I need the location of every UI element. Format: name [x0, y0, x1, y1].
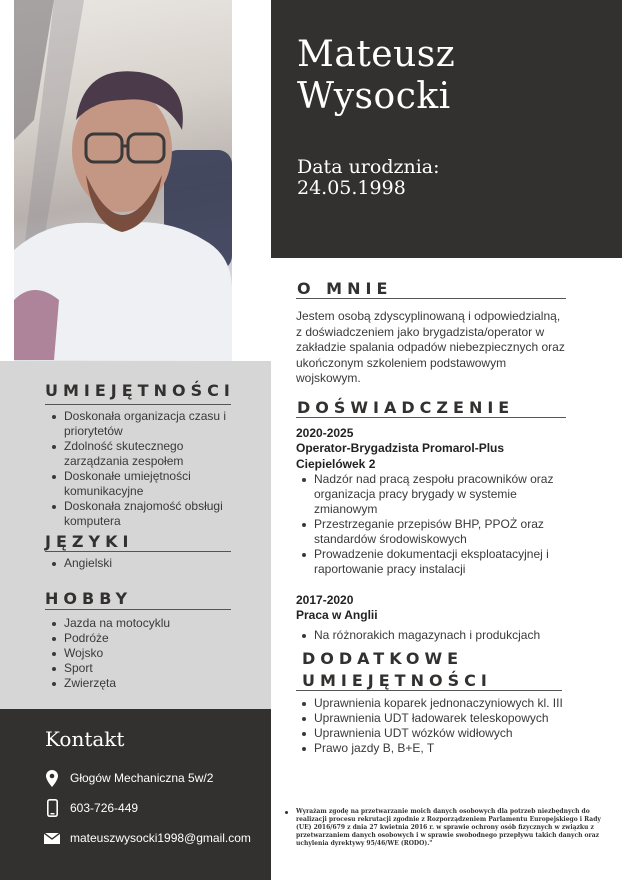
contact-panel — [0, 709, 271, 880]
hobby-heading: HOBBY — [45, 589, 133, 608]
skills-heading: UMIEJĘTNOŚCI — [45, 381, 235, 400]
skill-item: Doskonała organizacja czasu i priorytetów — [48, 409, 240, 439]
consent-bullet — [285, 811, 288, 814]
about-divider — [296, 298, 566, 299]
full-name — [297, 34, 455, 118]
additional-list — [298, 696, 598, 756]
experience-divider — [296, 417, 566, 418]
languages-heading: JĘZYKI — [45, 532, 134, 551]
contact-email-row — [44, 829, 251, 847]
contact-phone-row — [44, 799, 138, 817]
header-panel — [271, 0, 622, 258]
contact-address-row — [44, 769, 213, 787]
additional-heading-line1: DODATKOWE — [302, 649, 464, 668]
birth-date-label: Data urodznia: — [297, 156, 440, 178]
additional-heading-line2: UMIEJĘTNOŚCI — [302, 671, 492, 690]
contact-email[interactable]: mateuszwysocki1998@gmail.com — [70, 831, 251, 845]
hobby-item: Sport — [48, 661, 240, 676]
job-task: Nadzór nad pracą zespołu pracowników oraz organizacja pracy brygady w systemie zmianowym — [298, 472, 568, 517]
hobby-item: Zwierzęta — [48, 676, 240, 691]
additional-item: Uprawnienia UDT ładowarek teleskopowych — [298, 711, 598, 726]
additional-item: Uprawnienia koparek jednonaczyniowych kl. III — [298, 696, 598, 711]
hobby-item: Podróże — [48, 631, 240, 646]
about-text: Jestem osobą zdyscyplinowaną i odpowiedzialną, z doświadczeniem jako brygadzista/operator w zakładzie spalania odpadów niebezpiecznych oraz ukończonym szkoleniem podstawowym wojskowym. — [296, 309, 565, 385]
gdpr-consent: Wyrażam zgodę na przetwarzanie moich danych osobowych dla potrzeb niezbędnych do realizacji procesu rekrutacji zgodnie z Rozporządzeniem Parlamentu Europejskiego i Rady (UE) 2016/679 z dnia 27 kwietnia 2016 r. w sprawie ochrony osób fizycznych w związku z przetwarzaniem danych osobowych i w sprawie swobodnego przepływu takich danych oraz uchylenia dyrektywy 95/46/WE (RODO)." — [296, 808, 601, 847]
contact-heading: Kontakt — [45, 727, 125, 751]
hobby-list — [48, 616, 240, 691]
profile-photo — [14, 0, 232, 361]
hobby-item: Wojsko — [48, 646, 240, 661]
experience-heading: DOŚWIADCZENIE — [297, 398, 515, 417]
job-tasks — [298, 472, 568, 577]
phone-icon — [44, 799, 60, 817]
location-pin-icon — [44, 769, 60, 787]
profile-photo-illustration — [14, 0, 232, 361]
contact-phone[interactable]: 603-726-449 — [70, 801, 139, 815]
hobby-item: Jazda na motocyklu — [48, 616, 240, 631]
language-item: Angielski — [48, 556, 240, 571]
skill-item: Doskonałe umiejętności komunikacyjne — [48, 469, 240, 499]
job-period: 2017-2020 — [296, 593, 354, 607]
job-task: Na różnorakich magazynach i produkcjach — [298, 628, 568, 643]
about-heading: O MNIE — [297, 279, 393, 298]
job-task: Przestrzeganie przepisów BHP, PPOŻ oraz standardów środowiskowych — [298, 517, 568, 547]
last-name: Wysocki — [297, 76, 451, 117]
additional-item: Uprawnienia UDT wózków widłowych — [298, 726, 598, 741]
job-task: Prowadzenie dokumentacji eksploatacyjnej i raportowanie pracy instalacji — [298, 547, 568, 577]
job-period: 2020-2025 — [296, 426, 354, 440]
first-name: Mateusz — [297, 34, 456, 75]
skill-item: Doskonała znajomość obsługi komputera — [48, 499, 240, 529]
birth-date-value: 24.05.1998 — [297, 177, 406, 199]
skills-divider — [45, 404, 231, 405]
job-role: Praca w Anglii — [296, 608, 378, 622]
languages-divider — [45, 551, 231, 552]
job-tasks — [298, 628, 568, 643]
languages-list — [48, 556, 240, 571]
skills-list — [48, 409, 240, 529]
hobby-divider — [45, 609, 231, 610]
skill-item: Zdolność skutecznego zarządzania zespołem — [48, 439, 240, 469]
additional-item: Prawo jazdy B, B+E, T — [298, 741, 598, 756]
job-role: Operator-Brygadzista Promarol-Plus Ciepielówek 2 — [296, 441, 505, 471]
contact-address: Głogów Mechaniczna 5w/2 — [70, 771, 214, 785]
mail-icon — [44, 829, 60, 847]
additional-divider — [296, 690, 562, 691]
